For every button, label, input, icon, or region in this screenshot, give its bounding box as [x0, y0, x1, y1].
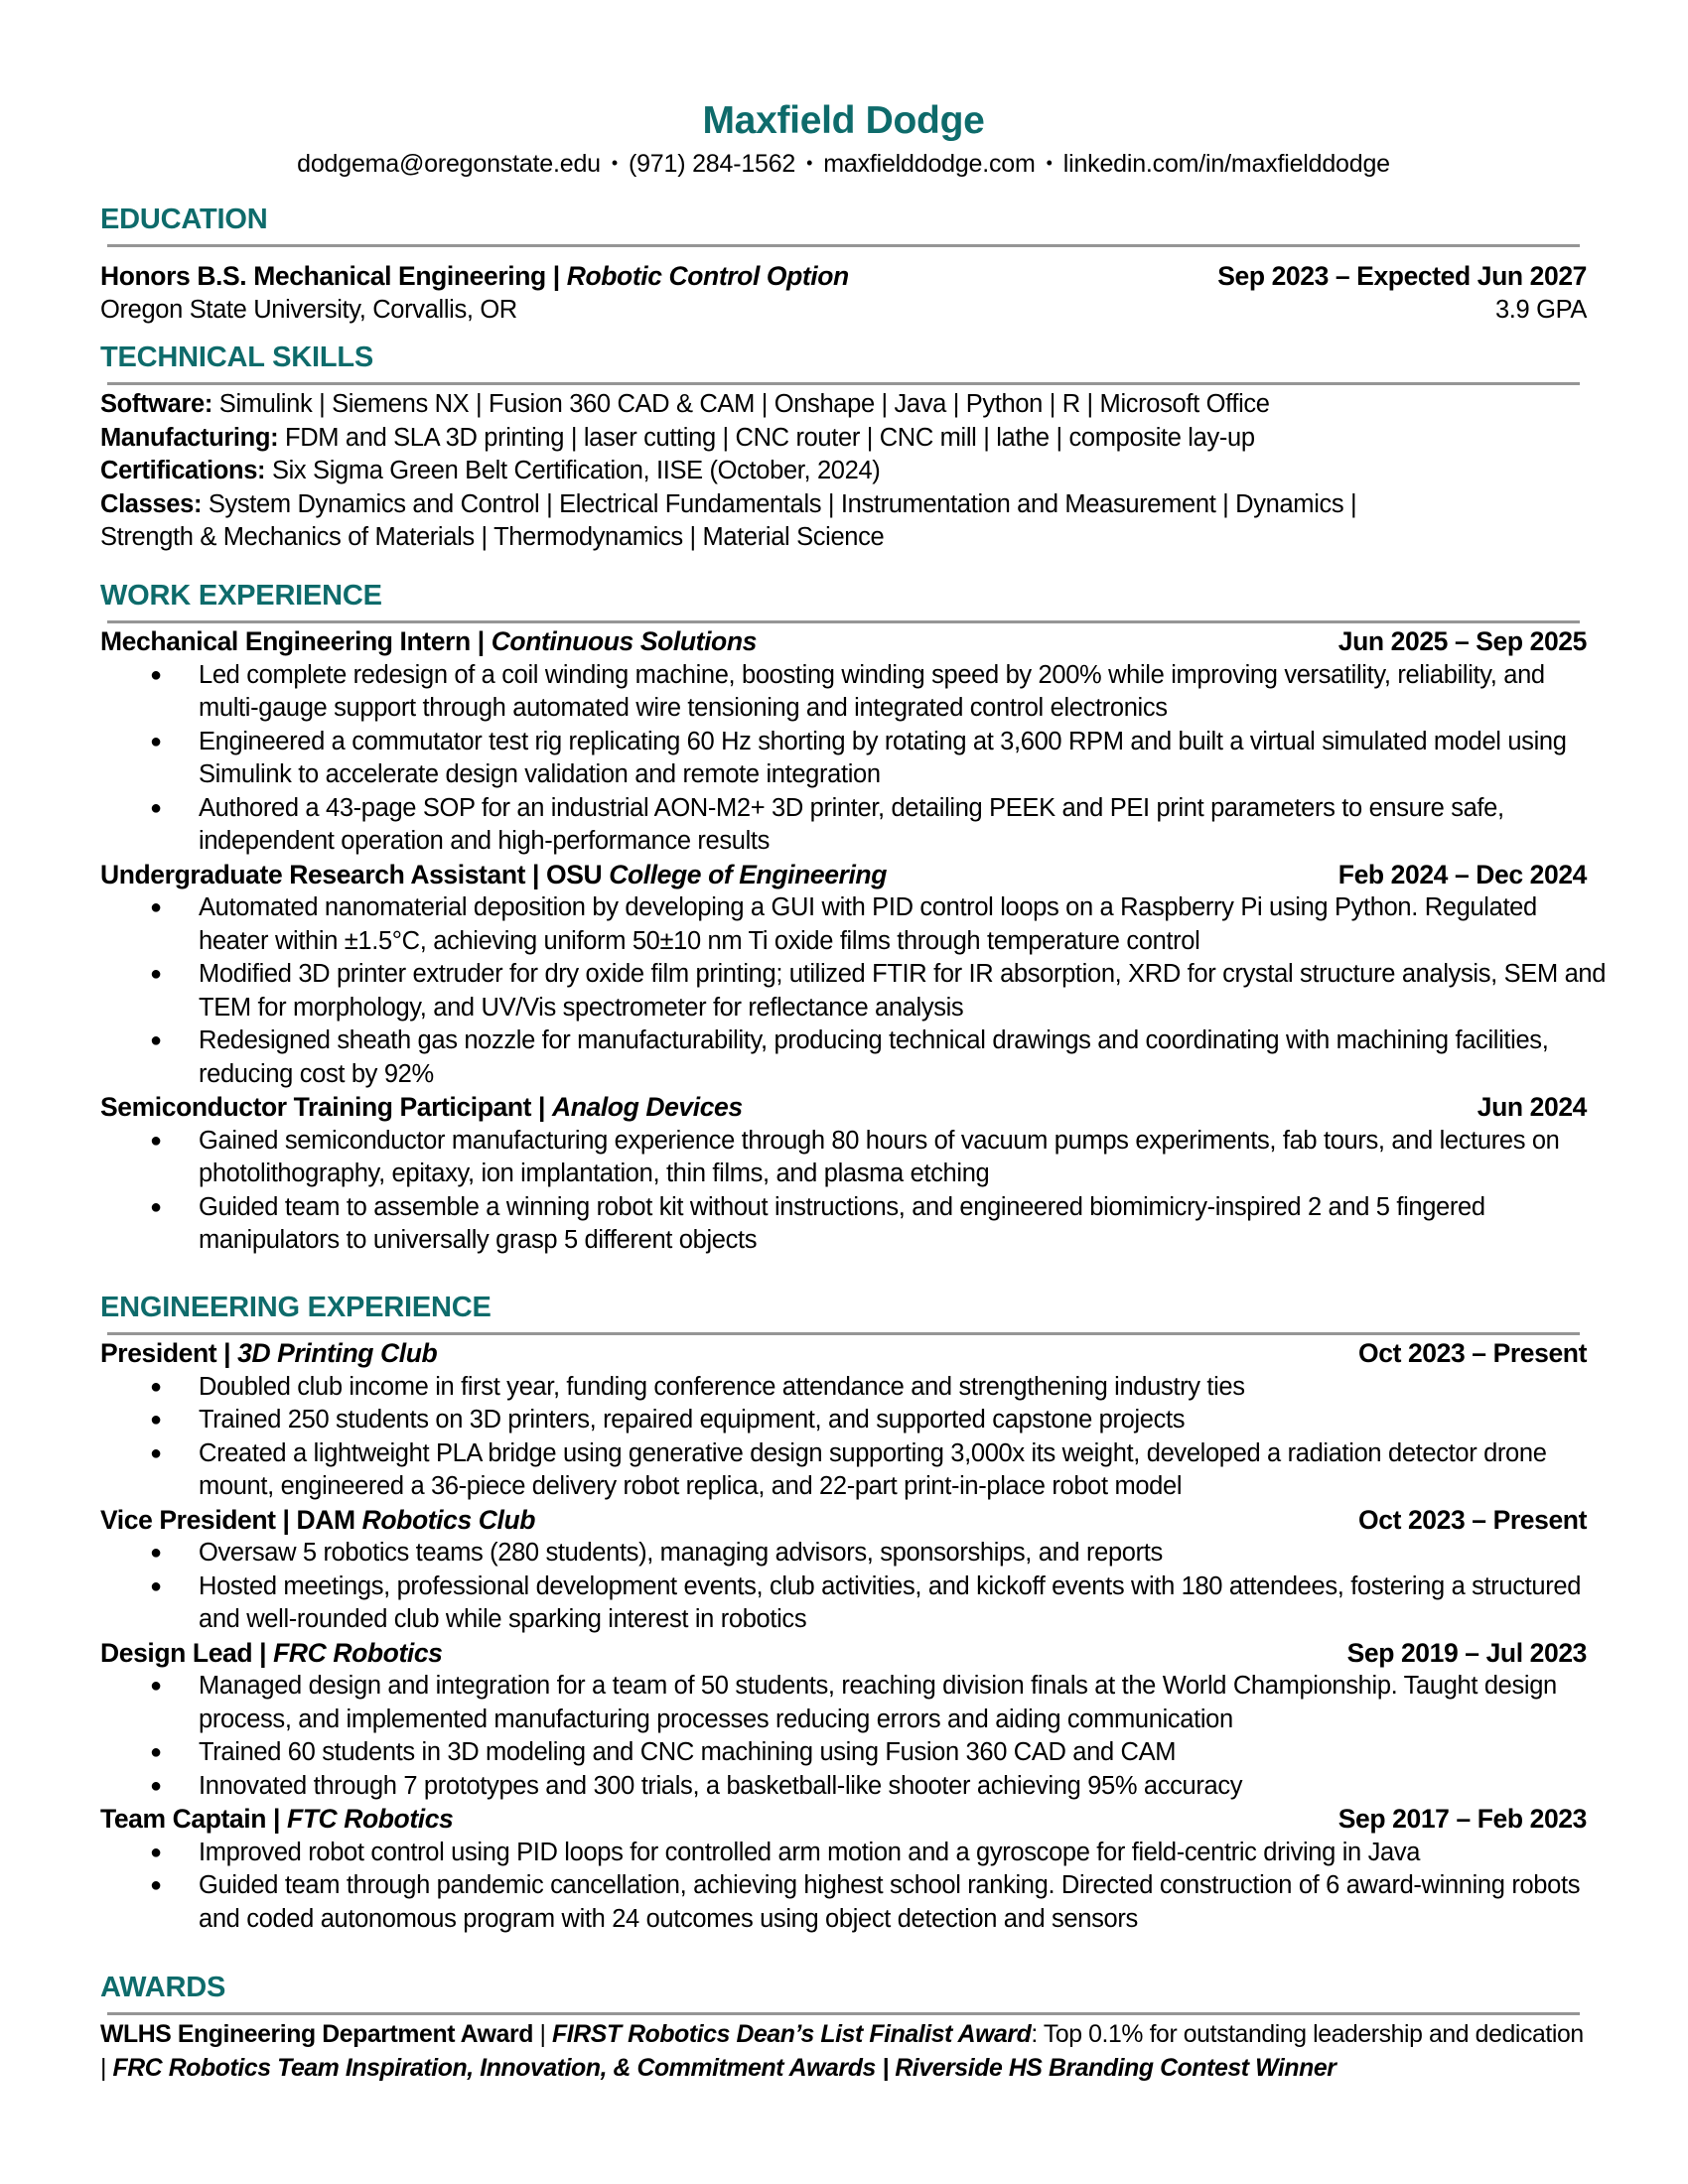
organization-name: FRC Robotics	[273, 1637, 443, 1668]
skills-row	[100, 521, 1587, 555]
separator-dot-icon: •	[611, 153, 618, 173]
bullet-text: Trained 250 students on 3D printers, repaired equipment, and supported capstone projects	[199, 1406, 1186, 1433]
bullet-text: Guided team to assemble a winning robot kit without instructions, and engineered biomimicry-inspired 2 and 5 fingered manipulators to universally grasp 5 different objects	[199, 1192, 1485, 1254]
bullet-list	[100, 1837, 1587, 1937]
degree: Honors B.S. Mechanical Engineering	[100, 261, 546, 291]
organization-name: FTC Robotics	[286, 1804, 454, 1834]
organization-name: Analog Devices	[551, 1092, 743, 1122]
work-section	[100, 579, 1607, 1258]
experience-header: Mechanical Engineering Intern | Continuous Solutions Jun 2025 – Sep 2025	[100, 625, 1587, 659]
bullet-icon: ●	[150, 1874, 162, 1896]
bullet-text: Gained semiconductor manufacturing experience through 80 hours of vacuum pumps experiments, fab tours, and lectures on photolithography, epitaxy, ion implantation, thin films, and plasma etching	[199, 1126, 1560, 1187]
gpa: 3.9 GPA	[1494, 295, 1587, 324]
education-section	[100, 203, 1587, 327]
bullet-icon: ●	[150, 1195, 162, 1218]
bullet-item	[100, 1837, 1609, 1870]
section-divider	[107, 382, 1580, 385]
bullet-text: Managed design and integration for a team of 50 students, reaching division finals at the World Championship. Taught design process, and implemented manufacturing processes reducing errors and aiding communication	[199, 1672, 1557, 1733]
organization: OSU	[546, 859, 610, 889]
skills-row	[100, 422, 1587, 456]
section-title-work: WORK EXPERIENCE	[100, 580, 382, 612]
experience-dates: Oct 2023 – Present	[1358, 1338, 1587, 1368]
education-header-row: Honors B.S. Mechanical Engineering | Robotic Control Option Sep 2023 – Expected Jun 2027	[100, 260, 1587, 294]
bullet-item	[100, 659, 1609, 726]
experience-dates: Jun 2024	[1477, 1092, 1587, 1122]
bullet-icon: ●	[150, 1029, 162, 1051]
bullet-list	[100, 1670, 1587, 1803]
role-title: President	[100, 1338, 217, 1368]
bullet-icon: ●	[150, 1542, 162, 1564]
bullet-icon: ●	[150, 1409, 162, 1431]
experience-entry	[100, 625, 1587, 859]
bullet-icon: ●	[150, 1841, 162, 1863]
bullet-icon: ●	[150, 896, 162, 918]
experience-entry	[100, 1337, 1587, 1504]
role-title: Semiconductor Training Participant	[100, 1092, 532, 1122]
bullet-icon: ●	[150, 1574, 162, 1597]
skills-values: Six Sigma Green Belt Certification, IISE (October, 2024)	[265, 457, 881, 484]
section-divider	[107, 244, 1580, 247]
awards-text: WLHS Engineering Department Award | FIRST Robotics Dean’s List Finalist Award: Top 0.1% for outstanding leadership and dedication | FRC Robotics Team Inspiration, Innovation, & Commitment Awards | Riverside HS Branding Contest Winner	[100, 2021, 1584, 2082]
experience-entry	[100, 1637, 1587, 1804]
experience-dates: Sep 2017 – Feb 2023	[1337, 1804, 1587, 1834]
education-school-row	[100, 294, 1587, 328]
experience-header: Design Lead | FRC Robotics Sep 2019 – Jul 2023	[100, 1637, 1587, 1671]
skills-label: Software:	[100, 390, 213, 418]
experience-header: Vice President | DAM Robotics Club Oct 2023 – Present	[100, 1504, 1587, 1538]
bullet-item	[100, 1024, 1609, 1091]
section-title-skills: TECHNICAL SKILLS	[100, 341, 373, 373]
bullet-text: Trained 60 students in 3D modeling and CNC machining using Fusion 360 CAD and CAM	[199, 1738, 1177, 1766]
experience-entry	[100, 1504, 1587, 1637]
skills-label: Manufacturing:	[100, 423, 279, 452]
skills-row	[100, 455, 1587, 488]
candidate-name: Maxfield Dodge	[702, 99, 985, 142]
linkedin-link[interactable]: linkedin.com/in/maxfielddodge	[1062, 150, 1390, 178]
bullet-text: Doubled club income in first year, funding conference attendance and strengthening industry ties	[199, 1372, 1245, 1401]
role-title: Mechanical Engineering Intern	[100, 626, 471, 656]
bullet-item	[100, 1736, 1609, 1770]
bullet-icon: ●	[150, 796, 162, 819]
bullet-item	[100, 1371, 1609, 1405]
organization-name: College of Engineering	[609, 859, 887, 889]
bullet-item	[100, 726, 1609, 792]
bullet-text: Guided team through pandemic cancellation, achieving highest school ranking. Directed construction of 6 award-winning robots and coded autonomous program with 24 outcomes using object detection and sensors	[199, 1871, 1581, 1933]
school-name: Oregon State University, Corvallis, OR	[100, 295, 517, 324]
organization-name: Continuous Solutions	[491, 626, 757, 656]
awards-section	[100, 1971, 1587, 2085]
experience-dates: Sep 2019 – Jul 2023	[1346, 1637, 1587, 1668]
bullet-item	[100, 1437, 1609, 1504]
bullet-text: Led complete redesign of a coil winding machine, boosting winding speed by 200% while improving versatility, reliability, and multi-gauge support through automated wire tensioning and integrated control electronics	[199, 660, 1545, 722]
bullet-text: Engineered a commutator test rig replicating 60 Hz shorting by rotating at 3,600 RPM and built a virtual simulated model using Simulink to accelerate design validation and remote integration	[199, 727, 1567, 788]
organization-name: 3D Printing Club	[237, 1338, 438, 1368]
award-wlhs: WLHS Engineering Department Award	[100, 2021, 533, 2048]
experience-entry	[100, 859, 1607, 1092]
bullet-item	[100, 1191, 1609, 1258]
role-title: Undergraduate Research Assistant	[100, 859, 526, 889]
education-dates: Sep 2023 – Expected Jun 2027	[1217, 261, 1587, 291]
skills-values: FDM and SLA 3D printing | laser cutting | CNC router | CNC mill | lathe | composite lay-up	[278, 423, 1255, 452]
bullet-item	[100, 1869, 1609, 1936]
skills-row	[100, 388, 1587, 422]
website-link[interactable]: maxfielddodge.com	[823, 150, 1036, 178]
bullet-icon: ●	[150, 963, 162, 985]
section-title-engineering: ENGINEERING EXPERIENCE	[100, 1292, 492, 1323]
bullet-list	[100, 1371, 1587, 1504]
bullet-list	[100, 1537, 1587, 1637]
section-divider	[107, 620, 1580, 623]
bullet-list	[100, 1125, 1587, 1258]
experience-header: Undergraduate Research Assistant | OSU College of Engineering Feb 2024 – Dec 2024	[100, 859, 1587, 892]
bullet-item	[100, 1770, 1609, 1804]
bullet-item	[100, 1125, 1609, 1191]
experience-header: Team Captain | FTC Robotics Sep 2017 – Feb 2023	[100, 1803, 1587, 1837]
bullet-icon: ●	[150, 663, 162, 686]
experience-header: Semiconductor Training Participant | Analog Devices Jun 2024	[100, 1091, 1587, 1125]
engineering-section	[100, 1291, 1587, 1936]
separator-dot-icon: •	[806, 153, 813, 173]
bullet-text: Authored a 43-page SOP for an industrial AON-M2+ 3D printer, detailing PEEK and PEI print parameters to ensure safe, independent operation and high-performance results	[199, 793, 1504, 855]
organization-name: Robotics Club	[361, 1504, 536, 1535]
bullet-item	[100, 792, 1609, 859]
experience-dates: Feb 2024 – Dec 2024	[1337, 859, 1587, 889]
bullet-icon: ●	[150, 1741, 162, 1763]
bullet-list	[100, 891, 1607, 1091]
award-frc-riverside: FRC Robotics Team Inspiration, Innovation, & Commitment Awards | Riverside HS Branding Contest Winner	[112, 2054, 1336, 2082]
bullet-item	[100, 958, 1609, 1024]
experience-dates: Jun 2025 – Sep 2025	[1337, 626, 1587, 656]
experience-header: President | 3D Printing Club Oct 2023 – Present	[100, 1337, 1587, 1371]
phone-number: (971) 284-1562	[628, 150, 796, 178]
bullet-item	[100, 1670, 1609, 1736]
bullet-icon: ●	[150, 1129, 162, 1152]
skills-values: System Dynamics and Control | Electrical Fundamentals | Instrumentation and Measurement | Dynamics |	[202, 489, 1357, 518]
bullet-text: Innovated through 7 prototypes and 300 trials, a basketball-like shooter achieving 95% accuracy	[199, 1771, 1243, 1800]
degree-option: Robotic Control Option	[566, 261, 849, 291]
section-divider	[107, 1332, 1580, 1335]
skills-label: Classes:	[100, 489, 203, 518]
skills-values: Strength & Mechanics of Materials | Thermodynamics | Material Science	[100, 523, 885, 551]
bullet-icon: ●	[150, 1375, 162, 1398]
bullet-text: Improved robot control using PID loops for controlled arm motion and a gyroscope for field-centric driving in Java	[199, 1838, 1421, 1866]
section-title-awards: AWARDS	[100, 1972, 226, 2003]
bullet-text: Automated nanomaterial deposition by developing a GUI with PID control loops on a Raspberry Pi using Python. Regulated heater within ±1.5°C, achieving uniform 50±10 nm Ti oxide films through temperature control	[199, 893, 1537, 955]
bullet-text: Redesigned sheath gas nozzle for manufacturability, producing technical drawings and coordinating with machining facilities, reducing cost by 92%	[199, 1026, 1549, 1088]
experience-dates: Oct 2023 – Present	[1358, 1504, 1587, 1535]
bullet-icon: ●	[150, 730, 162, 752]
bullet-text: Modified 3D printer extruder for dry oxide film printing; utilized FTIR for IR absorption, XRD for crystal structure analysis, SEM and TEM for morphology, and UV/Vis spectrometer for reflectance analysis	[199, 960, 1607, 1022]
section-title-education: EDUCATION	[100, 204, 268, 235]
bullet-list	[100, 659, 1587, 859]
bullet-item	[100, 1404, 1609, 1437]
contact-line	[100, 150, 1587, 179]
section-divider	[107, 2012, 1580, 2015]
skills-row	[100, 488, 1587, 522]
experience-entry	[100, 1091, 1587, 1258]
organization: DAM	[296, 1504, 362, 1535]
role-title: Team Captain	[100, 1804, 266, 1834]
experience-entry	[100, 1803, 1587, 1936]
role-title: Vice President	[100, 1504, 276, 1535]
award-deans-list: FIRST Robotics Dean’s List Finalist Award	[551, 2021, 1032, 2048]
email-link[interactable]: dodgema@oregonstate.edu	[297, 150, 601, 178]
bullet-icon: ●	[150, 1441, 162, 1464]
bullet-item	[100, 1537, 1609, 1570]
bullet-icon: ●	[150, 1774, 162, 1797]
bullet-item	[100, 1570, 1609, 1637]
bullet-text: Oversaw 5 robotics teams (280 students), managing advisors, sponsorships, and reports	[199, 1539, 1163, 1567]
skills-label: Certifications:	[100, 457, 266, 484]
role-title: Design Lead	[100, 1637, 253, 1668]
bullet-icon: ●	[150, 1675, 162, 1697]
skills-values: Simulink | Siemens NX | Fusion 360 CAD & CAM | Onshape | Java | Python | R | Microsoft Office	[212, 390, 1270, 418]
bullet-text: Hosted meetings, professional development events, club activities, and kickoff events with 180 attendees, fostering a structured and well-rounded club while sparking interest in robotics	[199, 1571, 1582, 1633]
skills-section	[100, 341, 1587, 555]
separator-dot-icon: •	[1046, 153, 1053, 173]
award-deans-list-desc: : Top 0.1% for outstanding leadership and dedication	[1031, 2021, 1584, 2048]
bullet-text: Created a lightweight PLA bridge using generative design supporting 3,000x its weight, developed a radiation detector drone mount, engineered a 36-piece delivery robot replica, and 22-part print-in-place robot model	[199, 1438, 1547, 1500]
bullet-item	[100, 891, 1609, 958]
